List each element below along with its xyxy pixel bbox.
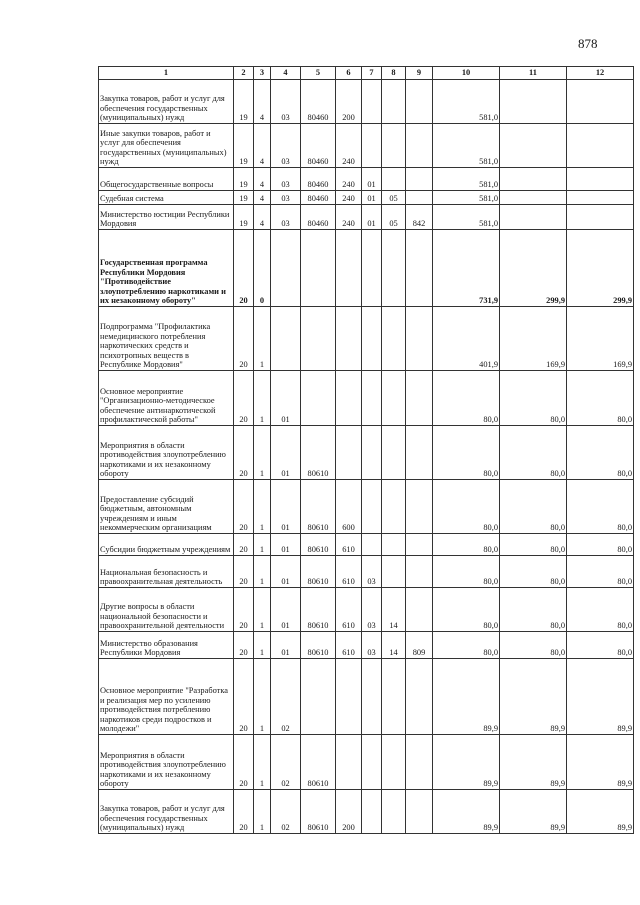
cell-col-3: 1 — [254, 307, 271, 371]
cell-col-4: 01 — [271, 534, 301, 556]
cell-col-11 — [500, 80, 567, 124]
cell-col-5: 80610 — [301, 790, 336, 834]
cell-col-12: 299,9 — [567, 230, 634, 307]
row-name: Национальная безопасность и правоохранительная деятельность — [99, 556, 234, 588]
cell-col-9 — [406, 371, 433, 426]
row-name: Судебная система — [99, 191, 234, 205]
cell-col-4: 03 — [271, 124, 301, 168]
cell-col-8: 05 — [382, 205, 406, 230]
cell-col-8: 05 — [382, 191, 406, 205]
table-row — [99, 205, 634, 230]
cell-col-3: 1 — [254, 588, 271, 632]
table-row — [99, 588, 634, 632]
cell-col-9 — [406, 307, 433, 371]
cell-col-5: 80610 — [301, 588, 336, 632]
row-name: Министерство образования Республики Мордовия — [99, 632, 234, 659]
cell-col-11: 80,0 — [500, 480, 567, 534]
cell-col-11 — [500, 168, 567, 191]
cell-col-9 — [406, 80, 433, 124]
table-row — [99, 480, 634, 534]
cell-col-8 — [382, 534, 406, 556]
cell-col-6 — [336, 307, 362, 371]
column-header-5: 5 — [301, 67, 336, 80]
row-name: Другие вопросы в области национальной безопасности и правоохранительной деятельности — [99, 588, 234, 632]
cell-col-5: 80610 — [301, 556, 336, 588]
cell-col-3: 1 — [254, 371, 271, 426]
cell-col-10: 80,0 — [433, 426, 500, 480]
cell-col-11: 169,9 — [500, 307, 567, 371]
cell-col-5: 80610 — [301, 480, 336, 534]
table-body — [99, 80, 634, 834]
cell-col-5 — [301, 659, 336, 735]
row-name: Закупка товаров, работ и услуг для обеспечения государственных (муниципальных) нужд — [99, 80, 234, 124]
cell-col-11: 89,9 — [500, 790, 567, 834]
cell-col-7: 01 — [362, 191, 382, 205]
cell-col-9 — [406, 659, 433, 735]
cell-col-12 — [567, 205, 634, 230]
cell-col-8 — [382, 790, 406, 834]
cell-col-6: 610 — [336, 632, 362, 659]
cell-col-10: 731,9 — [433, 230, 500, 307]
cell-col-3: 1 — [254, 735, 271, 790]
cell-col-11 — [500, 124, 567, 168]
cell-col-9 — [406, 230, 433, 307]
column-header-11: 11 — [500, 67, 567, 80]
cell-col-11 — [500, 191, 567, 205]
cell-col-8 — [382, 735, 406, 790]
cell-col-5: 80460 — [301, 168, 336, 191]
cell-col-6: 200 — [336, 790, 362, 834]
cell-col-3: 1 — [254, 790, 271, 834]
cell-col-6: 240 — [336, 168, 362, 191]
cell-col-10: 581,0 — [433, 168, 500, 191]
cell-col-2: 20 — [234, 659, 254, 735]
cell-col-9 — [406, 124, 433, 168]
table-row — [99, 659, 634, 735]
cell-col-3: 1 — [254, 632, 271, 659]
cell-col-7: 01 — [362, 205, 382, 230]
row-name: Субсидии бюджетным учреждениям — [99, 534, 234, 556]
cell-col-6: 240 — [336, 205, 362, 230]
column-header-1: 1 — [99, 67, 234, 80]
cell-col-4: 01 — [271, 632, 301, 659]
cell-col-3: 4 — [254, 191, 271, 205]
cell-col-2: 20 — [234, 588, 254, 632]
cell-col-5 — [301, 230, 336, 307]
cell-col-12: 80,0 — [567, 588, 634, 632]
cell-col-8 — [382, 307, 406, 371]
cell-col-7 — [362, 80, 382, 124]
column-header-10: 10 — [433, 67, 500, 80]
cell-col-9 — [406, 168, 433, 191]
cell-col-5: 80460 — [301, 124, 336, 168]
cell-col-5: 80610 — [301, 534, 336, 556]
cell-col-7 — [362, 480, 382, 534]
cell-col-2: 20 — [234, 735, 254, 790]
cell-col-12: 80,0 — [567, 480, 634, 534]
cell-col-9 — [406, 480, 433, 534]
cell-col-2: 19 — [234, 168, 254, 191]
cell-col-10: 401,9 — [433, 307, 500, 371]
cell-col-2: 19 — [234, 124, 254, 168]
cell-col-7 — [362, 124, 382, 168]
cell-col-11: 80,0 — [500, 588, 567, 632]
column-header-8: 8 — [382, 67, 406, 80]
cell-col-6 — [336, 371, 362, 426]
table-row — [99, 534, 634, 556]
cell-col-3: 1 — [254, 480, 271, 534]
cell-col-9: 842 — [406, 205, 433, 230]
row-name: Закупка товаров, работ и услуг для обеспечения государственных (муниципальных) нужд — [99, 790, 234, 834]
cell-col-4 — [271, 307, 301, 371]
cell-col-7 — [362, 659, 382, 735]
cell-col-4: 01 — [271, 480, 301, 534]
cell-col-8 — [382, 371, 406, 426]
cell-col-11: 80,0 — [500, 534, 567, 556]
cell-col-9 — [406, 735, 433, 790]
cell-col-4: 02 — [271, 735, 301, 790]
cell-col-6 — [336, 735, 362, 790]
cell-col-5: 80460 — [301, 80, 336, 124]
cell-col-2: 20 — [234, 534, 254, 556]
cell-col-7 — [362, 534, 382, 556]
cell-col-2: 20 — [234, 426, 254, 480]
cell-col-2: 19 — [234, 191, 254, 205]
cell-col-7 — [362, 230, 382, 307]
cell-col-8 — [382, 124, 406, 168]
cell-col-7 — [362, 371, 382, 426]
cell-col-7 — [362, 307, 382, 371]
table-row — [99, 307, 634, 371]
cell-col-12: 80,0 — [567, 556, 634, 588]
row-name: Иные закупки товаров, работ и услуг для обеспечения государственных (муниципальных) нужд — [99, 124, 234, 168]
row-name: Общегосударственные вопросы — [99, 168, 234, 191]
cell-col-10: 581,0 — [433, 191, 500, 205]
cell-col-11: 80,0 — [500, 426, 567, 480]
cell-col-11 — [500, 205, 567, 230]
cell-col-5: 80610 — [301, 735, 336, 790]
cell-col-9 — [406, 588, 433, 632]
row-name: Мероприятия в области противодействия злоупотреблению наркотиками и их незаконному обороту — [99, 426, 234, 480]
cell-col-8 — [382, 168, 406, 191]
cell-col-4: 02 — [271, 790, 301, 834]
table-row — [99, 790, 634, 834]
cell-col-3: 4 — [254, 168, 271, 191]
cell-col-9 — [406, 534, 433, 556]
cell-col-5: 80460 — [301, 191, 336, 205]
cell-col-10: 89,9 — [433, 659, 500, 735]
table-row — [99, 230, 634, 307]
cell-col-4: 02 — [271, 659, 301, 735]
cell-col-11: 89,9 — [500, 735, 567, 790]
cell-col-4: 01 — [271, 426, 301, 480]
cell-col-11: 80,0 — [500, 556, 567, 588]
cell-col-2: 20 — [234, 307, 254, 371]
row-name: Основное мероприятие "Организационно-методическое обеспечение антинаркотической профилактической работы" — [99, 371, 234, 426]
cell-col-11: 80,0 — [500, 371, 567, 426]
cell-col-3: 1 — [254, 659, 271, 735]
row-name: Предоставление субсидий бюджетным, автономным учреждениям и иным некоммерческим организациям — [99, 480, 234, 534]
cell-col-7 — [362, 735, 382, 790]
cell-col-6 — [336, 659, 362, 735]
cell-col-10: 80,0 — [433, 480, 500, 534]
cell-col-7: 03 — [362, 632, 382, 659]
table-row — [99, 191, 634, 205]
cell-col-2: 20 — [234, 556, 254, 588]
cell-col-10: 89,9 — [433, 735, 500, 790]
table-row — [99, 124, 634, 168]
cell-col-10: 80,0 — [433, 534, 500, 556]
cell-col-6 — [336, 230, 362, 307]
cell-col-6: 610 — [336, 534, 362, 556]
column-header-4: 4 — [271, 67, 301, 80]
cell-col-4: 03 — [271, 168, 301, 191]
cell-col-4: 01 — [271, 588, 301, 632]
cell-col-2: 20 — [234, 371, 254, 426]
cell-col-9 — [406, 556, 433, 588]
cell-col-4: 03 — [271, 191, 301, 205]
column-header-7: 7 — [362, 67, 382, 80]
cell-col-10: 89,9 — [433, 790, 500, 834]
cell-col-10: 80,0 — [433, 371, 500, 426]
cell-col-7: 03 — [362, 588, 382, 632]
cell-col-7: 03 — [362, 556, 382, 588]
cell-col-4: 01 — [271, 556, 301, 588]
cell-col-2: 19 — [234, 80, 254, 124]
cell-col-3: 4 — [254, 80, 271, 124]
cell-col-11: 89,9 — [500, 659, 567, 735]
cell-col-5 — [301, 307, 336, 371]
cell-col-5: 80610 — [301, 426, 336, 480]
row-name: Подпрограмма "Профилактика немедицинского потребления наркотических средств и психотропных веществ в Республике Мордовия" — [99, 307, 234, 371]
cell-col-3: 1 — [254, 534, 271, 556]
cell-col-8 — [382, 480, 406, 534]
cell-col-6: 200 — [336, 80, 362, 124]
cell-col-9 — [406, 790, 433, 834]
cell-col-8: 14 — [382, 632, 406, 659]
cell-col-3: 1 — [254, 556, 271, 588]
table-header-row — [99, 67, 634, 80]
cell-col-8 — [382, 556, 406, 588]
row-name: Государственная программа Республики Мордовия "Противодействие злоупотреблению наркотиками и их незаконному обороту" — [99, 230, 234, 307]
cell-col-5: 80610 — [301, 632, 336, 659]
cell-col-12 — [567, 168, 634, 191]
cell-col-12: 169,9 — [567, 307, 634, 371]
cell-col-8 — [382, 80, 406, 124]
cell-col-3: 1 — [254, 426, 271, 480]
cell-col-8 — [382, 230, 406, 307]
cell-col-7 — [362, 790, 382, 834]
cell-col-2: 19 — [234, 205, 254, 230]
cell-col-4: 01 — [271, 371, 301, 426]
cell-col-3: 0 — [254, 230, 271, 307]
cell-col-10: 581,0 — [433, 80, 500, 124]
cell-col-12: 80,0 — [567, 632, 634, 659]
cell-col-10: 80,0 — [433, 556, 500, 588]
budget-table — [98, 66, 634, 834]
cell-col-6: 240 — [336, 124, 362, 168]
cell-col-10: 80,0 — [433, 588, 500, 632]
table-row — [99, 168, 634, 191]
cell-col-4: 03 — [271, 80, 301, 124]
page-number: 878 — [578, 36, 598, 51]
cell-col-2: 20 — [234, 790, 254, 834]
column-header-9: 9 — [406, 67, 433, 80]
cell-col-12: 80,0 — [567, 371, 634, 426]
cell-col-9 — [406, 426, 433, 480]
table-row — [99, 426, 634, 480]
cell-col-9 — [406, 191, 433, 205]
cell-col-2: 20 — [234, 480, 254, 534]
cell-col-7 — [362, 426, 382, 480]
row-name: Мероприятия в области противодействия злоупотреблению наркотиками и их незаконному обороту — [99, 735, 234, 790]
table-row — [99, 371, 634, 426]
column-header-2: 2 — [234, 67, 254, 80]
cell-col-4 — [271, 230, 301, 307]
cell-col-7: 01 — [362, 168, 382, 191]
cell-col-3: 4 — [254, 205, 271, 230]
row-name: Основное мероприятие "Разработка и реализация мер по усилению противодействия потреблению наркотиков среди подростков и молодежи" — [99, 659, 234, 735]
cell-col-10: 80,0 — [433, 632, 500, 659]
cell-col-10: 581,0 — [433, 205, 500, 230]
cell-col-12 — [567, 80, 634, 124]
cell-col-6: 610 — [336, 556, 362, 588]
cell-col-8 — [382, 426, 406, 480]
cell-col-12: 80,0 — [567, 534, 634, 556]
column-header-3: 3 — [254, 67, 271, 80]
cell-col-12: 80,0 — [567, 426, 634, 480]
table-row — [99, 556, 634, 588]
cell-col-2: 20 — [234, 230, 254, 307]
cell-col-9: 809 — [406, 632, 433, 659]
column-header-6: 6 — [336, 67, 362, 80]
table-row — [99, 632, 634, 659]
cell-col-12 — [567, 124, 634, 168]
cell-col-2: 20 — [234, 632, 254, 659]
cell-col-6 — [336, 426, 362, 480]
cell-col-5: 80460 — [301, 205, 336, 230]
column-header-12: 12 — [567, 67, 634, 80]
cell-col-12: 89,9 — [567, 790, 634, 834]
cell-col-3: 4 — [254, 124, 271, 168]
table-row — [99, 735, 634, 790]
cell-col-12: 89,9 — [567, 659, 634, 735]
table-row — [99, 80, 634, 124]
cell-col-12: 89,9 — [567, 735, 634, 790]
cell-col-5 — [301, 371, 336, 426]
cell-col-6: 600 — [336, 480, 362, 534]
cell-col-4: 03 — [271, 205, 301, 230]
cell-col-12 — [567, 191, 634, 205]
cell-col-8: 14 — [382, 588, 406, 632]
cell-col-11: 80,0 — [500, 632, 567, 659]
cell-col-6: 240 — [336, 191, 362, 205]
cell-col-8 — [382, 659, 406, 735]
row-name: Министерство юстиции Республики Мордовия — [99, 205, 234, 230]
cell-col-11: 299,9 — [500, 230, 567, 307]
cell-col-6: 610 — [336, 588, 362, 632]
cell-col-10: 581,0 — [433, 124, 500, 168]
